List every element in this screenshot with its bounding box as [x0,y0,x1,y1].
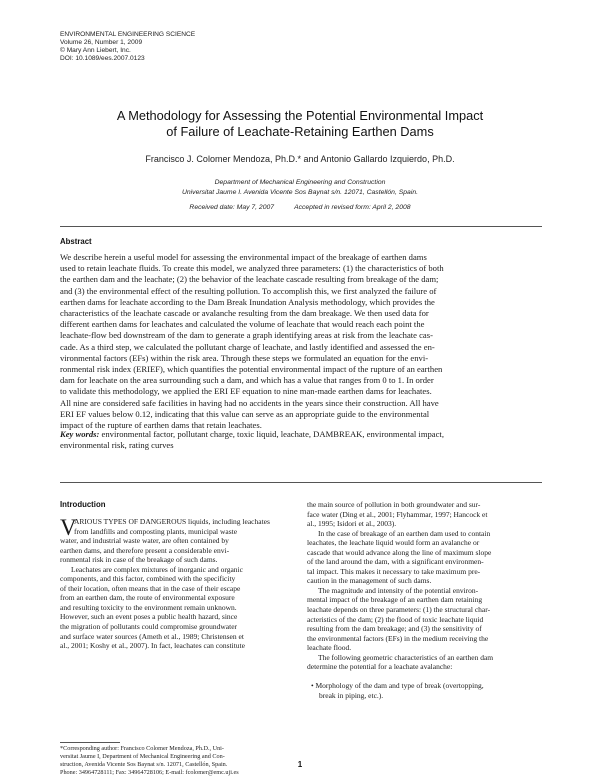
footnote-line: struction, Avenida Vicente Sos Baynat s/n. 12071, Castellón, Spain. [60,760,228,768]
abstract-line: earthen dams for leachate according to the Dam Break Inundation Analysis methodology, which provides the [60,296,435,307]
body-line: tal impact. This makes it necessary to take maximum pre- [307,566,481,576]
keywords-label: Key words: [60,429,100,439]
introduction-heading: Introduction [60,500,106,509]
body-line: face water (Ding et al., 2001; Flyhammar, 1997; Hancock et [307,509,488,519]
abstract-line: We describe herein a useful model for assessing the environmental impact of the breakage of earthen dams [60,252,427,262]
journal-header [60,31,195,63]
body-line: caution in the management of such dams. [307,576,432,586]
body-line: and resulting toxicity to the environment remain unknown. [60,602,237,612]
body-line: Leachates are complex mixtures of inorganic and organic [71,564,243,574]
abstract-line: leachate-flow bed downstream of the dam to generate a graph identifying areas at risk from the leachate cas- [60,330,433,341]
abstract-line: cade. As a third step, we calculated the pollutant charge of leachate, and lastly identified and assessed the en- [60,341,435,352]
abstract-line: ERI EF values below 0.12, indicating that this value can serve as an appropriate guide to the environmental [60,408,430,419]
intro-left-column [60,517,293,651]
body-line: earthen dams, and therefore present a considerable envi- [60,545,230,555]
body-line: and surface water sources (Ameth et al., 1989; Christensen et [60,631,244,641]
submission-dates [0,204,600,211]
authors: Francisco J. Colomer Mendoza, Ph.D.* and Antonio Gallardo Izquierdo, Ph.D. [145,154,455,164]
journal-doi: DOI: 10.1089/ees.2007.0123 [60,55,145,62]
keywords-line-1: environmental factor, pollutant charge, toxic liquid, leachate, DAMBREAK, environmental impact, [99,429,444,439]
abstract-line: vironmental factors (EFs) within the risk area. Through these steps we formulated an equation for the envi- [60,352,429,363]
body-line: leachates, the leachate liquid would form an avalanche or [307,538,480,548]
body-line: water, and industrial waste water, are often contained by [60,536,229,546]
body-line: ARIOUS TYPES OF DANGEROUS liquids, including leachates [74,517,270,526]
body-line: al., 1995; Isidori et al., 2003). [307,519,397,529]
body-line: the environmental factors (EFs) in the medium receiving the [307,633,489,643]
body-line: leachate depends on three parameters: (1) the structural char- [307,605,491,615]
abstract-line: different earthen dams for leachates and calculated the volume of leachate that would reach each point the [60,319,425,330]
body-line: In the case of breakage of an earthen dam used to contain [318,528,491,538]
bullet-item: • Morphology of the dam and type of break (overtopping, [311,681,484,691]
abstract-line: dam for leachate on the area surrounding such a dam, and which has a value that ranges from 0 to 1. In order [60,375,434,386]
body-line: However, such an event poses a public health hazard, since [60,612,238,622]
affiliation-line-2: Universitat Jaume I. Avenida Vicente Sos Baynat s/n. 12071, Castellón, Spain. [181,188,419,196]
body-line: The following geometric characteristics of an earthen dam [318,652,494,662]
accepted-date: Accepted in revised form: April 2, 2008 [294,204,411,211]
abstract-top-rule [60,226,542,227]
body-line: ronmental risk in case of the breakage of such dams. [60,555,218,565]
abstract-line: ronmental risk index (ERIEF), which quantifies the potential environmental impact of the rupture of an earthen [60,364,443,375]
body-line: cascade that would advance along the line of maximum slope [307,547,492,557]
body-line: of their location, often means that in the case of their escape [60,583,241,593]
abstract-body [60,252,542,431]
title-line-1: A Methodology for Assessing the Potential Environmental Impact [116,108,484,123]
body-line: the main source of pollution in both groundwater and sur- [307,500,481,509]
abstract-line: impact of the rupture of earthen dams that retain leachates. [60,420,262,431]
body-line: al., 2001; Koshy et al., 2007). In fact, leachates can constitute [60,641,245,651]
body-line: leachate flood. [307,643,352,653]
drop-cap: V [60,515,77,540]
body-line: resulting from the dam breakage; and (3) the sensitivity of [307,624,482,634]
affiliation [0,178,600,197]
keywords-line-2: environmental risk, rating curves [60,440,174,451]
paper-title [40,108,560,140]
footnote-line: versitat Jaume I, Department of Mechanical Engineering and Con- [60,752,225,760]
body-line: of the land around the dam, with a significant environmen- [307,557,484,567]
abstract-line: All nine are considered safe facilities in having had no accidents in the years since their construction. All have [60,397,439,408]
journal-volume: Volume 26, Number 1, 2009 [60,39,143,46]
footnote-line: Phone: 34964728111; Fax: 34964728106; E-mail: fcolomer@emc.uji.es [60,768,239,776]
keywords [60,429,542,451]
affiliation-line-1: Department of Mechanical Engineering and Construction [214,179,386,186]
footnote-line: *Corresponding author: Francisco Colomer Mendoza, Ph.D., Uni- [60,745,224,752]
abstract-line: to validate this methodology, we applied the ERI EF equation to nine man-made earthen dams for leachates. [60,386,432,397]
body-line: The magnitude and intensity of the potential environ- [318,585,479,595]
abstract-line: used to retain leachate fluids. To create this model, we analyzed three parameters: (1) the characteristics of both [60,263,444,274]
blank-line [307,672,543,682]
received-date: Received date: May 7, 2007 [189,204,275,211]
abstract-line: the earthen dam and the leachate; (2) the behavior of the leachate cascade resulting from breakage of the dam; [60,274,439,285]
body-line: from an earthen dam, the route of environmental exposure [60,593,235,603]
abstract-heading: Abstract [60,237,92,246]
abstract-bottom-rule [60,482,542,483]
bullet-item-continued: break in piping, etc.). [319,690,384,700]
title-line-2: of Failure of Leachate-Retaining Earthen Dams [166,124,434,139]
intro-right-column [307,500,543,700]
body-line: the migration of pollutants could compromise groundwater [60,622,238,632]
body-line: components, and this factor, combined with the specificity [60,574,236,584]
body-line: acteristics of the dam; (2) the flood of toxic leachate liquid [307,614,484,624]
journal-copyright: © Mary Ann Liebert, Inc. [60,47,131,54]
footnote-rule [60,742,120,743]
abstract-line: and (3) the environmental effect of the resulting pollution. To accomplish this, we first analyzed the failure of [60,285,437,296]
abstract-line: characteristics of the leachate cascade or avalanche resulting from the dam breakage. We then used data for [60,308,429,319]
page-number: 1 [297,760,303,769]
body-line: determine the potential for a leachate avalanche: [307,662,453,672]
body-line: from landfills and composting plants, municipal waste [74,526,238,536]
body-line: mental impact of the breakage of an earthen dam retaining [307,595,483,605]
journal-name: ENVIRONMENTAL ENGINEERING SCIENCE [60,31,196,38]
